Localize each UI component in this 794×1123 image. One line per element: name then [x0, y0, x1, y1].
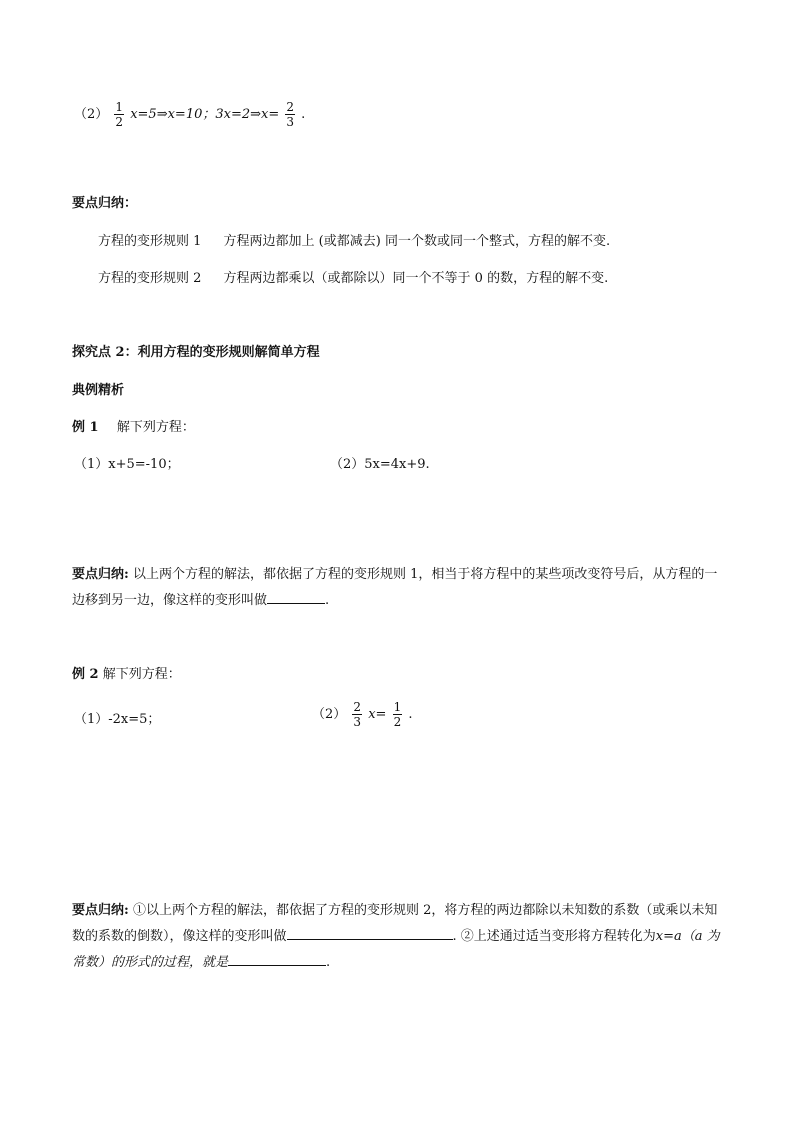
- example-2-heading: [72, 663, 181, 682]
- summary-3-text-3: x=a（a 为常数）的形式的过程，就是: [72, 929, 720, 970]
- fraction-one-half: $\frac{1}{2}$: [393, 700, 402, 729]
- rule-1-text: 方程两边都加上 (或都减去) 同一个数或同一个整式，方程的解不变.: [223, 234, 611, 249]
- section-subtitle: 典例精析: [72, 383, 125, 398]
- equation-text: x=5⇒x=10；3x=2⇒x=: [130, 107, 280, 122]
- rule-1: [98, 230, 610, 249]
- summary-3-text-2: . ②上述通过适当变形将方程转化为: [452, 929, 656, 944]
- fraction-two-thirds: $\frac{2}{3}$: [353, 700, 362, 729]
- section-title: 探究点 2：利用方程的变形规则解简单方程: [72, 345, 320, 360]
- summary-heading-1: 要点归纳：: [72, 196, 138, 211]
- summary-2: 要点归纳: 以上两个方程的解法，都依据了方程的变形规则 1，相当于将方程中的某些项改变符号后，从方程的一边移到另一边，像这样的变形叫做 .: [72, 567, 718, 608]
- example-1-label: 例 1: [72, 420, 99, 435]
- example-2-problem-1: （1）-2x=5；: [74, 712, 161, 727]
- item-number: （2）: [74, 107, 109, 122]
- fraction-one-half: $\frac{1}{2}$: [115, 100, 124, 129]
- answer-blank-2[interactable]: [228, 951, 326, 966]
- summary-3: 要点归纳: ①以上两个方程的解法，都依据了方程的变形规则 2，将方程的两边都除以未知数的系数（或乘以未知数的系数的倒数），像这样的变形叫做 . ②上述通过适当变形将方程转化为x=a（a 为常数）的形式的过程，就是 .: [72, 903, 720, 970]
- equation-line-2: [74, 100, 305, 129]
- example-1-problem-1: （1）x+5=-10；: [74, 457, 180, 472]
- answer-blank[interactable]: [267, 589, 325, 604]
- summary-heading-2: 要点归纳:: [72, 567, 129, 582]
- rule-2-name: 方程的变形规则 2: [98, 271, 202, 286]
- example-1-heading: [72, 416, 195, 435]
- example-1-problem-2: （2）5x=4x+9.: [330, 457, 430, 472]
- example-2-instruction: 解下列方程：: [102, 667, 181, 682]
- rule-2-text: 方程两边都乘以（或都除以）同一个不等于 0 的数，方程的解不变.: [223, 271, 609, 286]
- example-2-label: 例 2: [72, 667, 99, 682]
- example-2-problem-2: （2） $\frac{2}{3}$ x= $\frac{1}{2}$ .: [312, 700, 413, 729]
- summary-3-text-1: ①以上两个方程的解法，都依据了方程的变形规则 2，将方程的两边都除以未知数的系数（或乘以未知数的系数的倒数），像这样的变形叫做: [72, 903, 718, 944]
- period: .: [301, 107, 306, 122]
- rule-1-name: 方程的变形规则 1: [98, 234, 202, 249]
- rule-2: [98, 267, 608, 286]
- summary-2-text: 以上两个方程的解法，都依据了方程的变形规则 1，相当于将方程中的某些项改变符号后，从方程的一边移到另一边，像这样的变形叫做: [72, 567, 718, 608]
- answer-blank-1[interactable]: [287, 925, 453, 940]
- example-1-instruction: 解下列方程：: [116, 420, 195, 435]
- fraction-two-thirds: $\frac{2}{3}$: [286, 100, 295, 129]
- summary-heading-3: 要点归纳:: [72, 903, 129, 918]
